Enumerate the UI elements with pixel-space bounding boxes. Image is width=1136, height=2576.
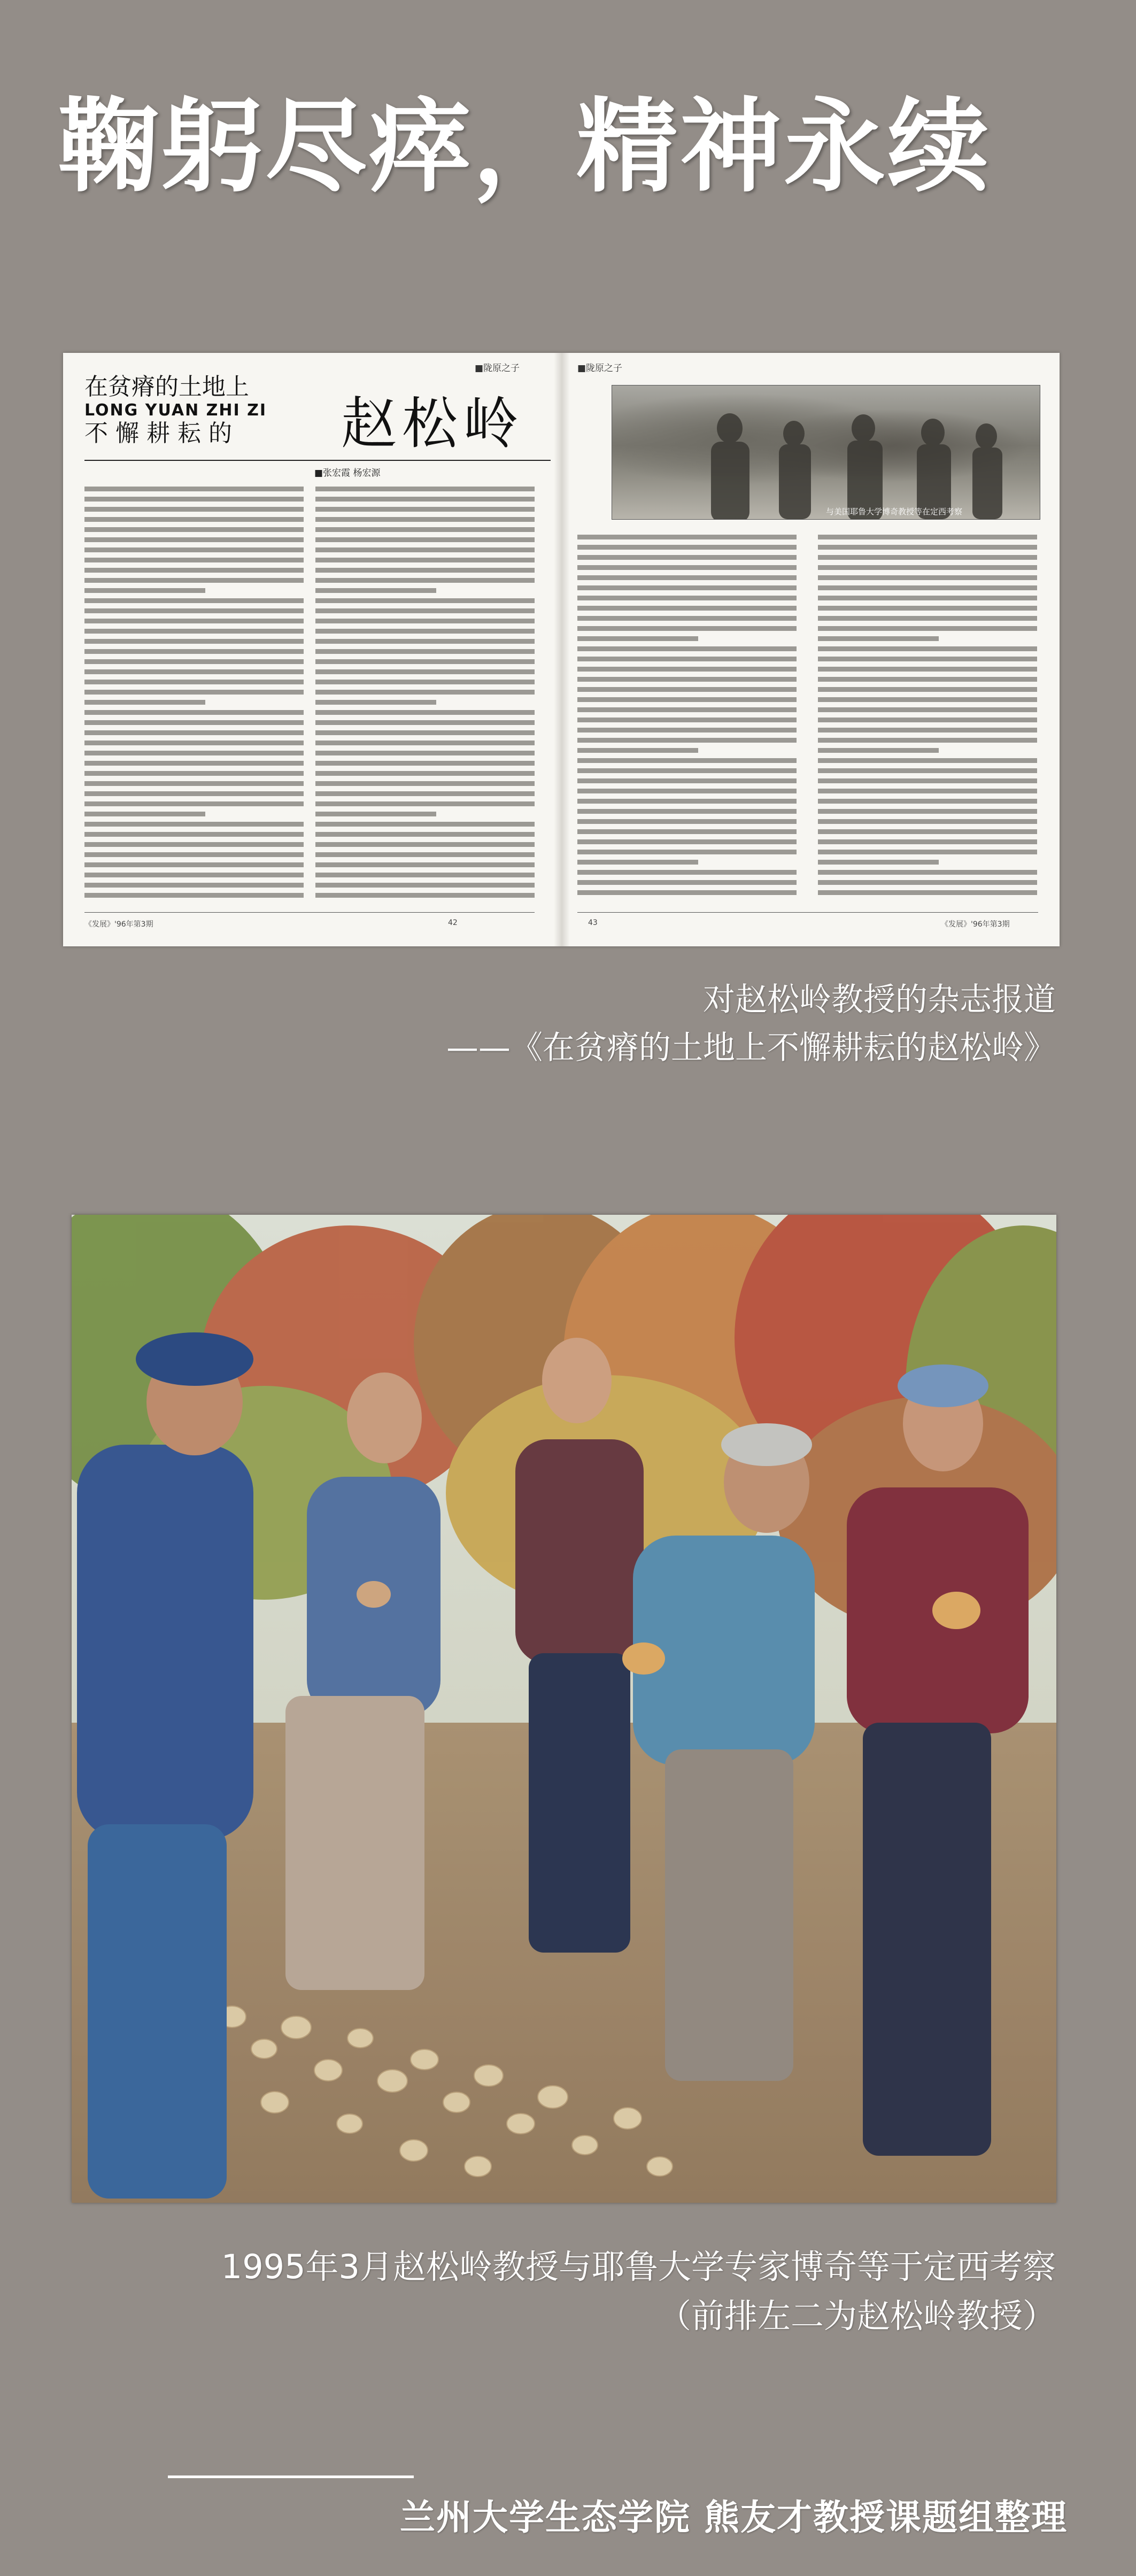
text-line bbox=[84, 497, 304, 502]
text-line bbox=[818, 789, 1037, 793]
text-line bbox=[315, 842, 535, 847]
text-line bbox=[315, 619, 535, 623]
headline-pinyin: LONG YUAN ZHI ZI bbox=[84, 401, 267, 420]
text-line bbox=[577, 646, 797, 651]
text-line bbox=[84, 873, 304, 877]
text-line bbox=[818, 799, 1037, 804]
text-line bbox=[315, 639, 535, 644]
text-line bbox=[84, 649, 304, 654]
text-line bbox=[577, 535, 797, 539]
headline-line1: 在贫瘠的土地上 bbox=[84, 373, 249, 400]
text-line bbox=[818, 839, 1037, 844]
text-line bbox=[577, 738, 797, 743]
text-line bbox=[577, 870, 797, 875]
text-line bbox=[818, 707, 1037, 712]
field-photo-illustration bbox=[72, 1215, 1056, 2203]
magazine-clipping bbox=[63, 353, 1060, 946]
text-line bbox=[84, 781, 304, 786]
text-line bbox=[84, 720, 304, 725]
text-line bbox=[315, 517, 535, 522]
text-line bbox=[577, 819, 797, 824]
text-line bbox=[315, 680, 535, 684]
text-line bbox=[818, 860, 939, 865]
text-line bbox=[315, 659, 535, 664]
text-line bbox=[315, 893, 535, 898]
text-line bbox=[818, 778, 1037, 783]
text-line bbox=[818, 677, 1037, 682]
right-footer: 《发展》'96年第3期 bbox=[941, 920, 1010, 929]
text-line bbox=[818, 626, 1037, 631]
text-line bbox=[84, 659, 304, 664]
text-line bbox=[577, 829, 797, 834]
text-line bbox=[84, 537, 304, 542]
text-line bbox=[577, 677, 797, 682]
text-line bbox=[84, 547, 304, 552]
headline-line3: 不懈耕耘的 bbox=[84, 420, 239, 448]
text-line bbox=[818, 657, 1037, 661]
text-line bbox=[818, 748, 939, 753]
text-line bbox=[315, 649, 535, 654]
text-line bbox=[84, 578, 304, 583]
text-line bbox=[818, 738, 1037, 743]
left-page-number: 42 bbox=[448, 919, 458, 927]
text-line bbox=[577, 657, 797, 661]
text-line bbox=[577, 789, 797, 793]
text-line bbox=[577, 626, 797, 631]
text-line bbox=[577, 728, 797, 732]
text-line bbox=[84, 801, 304, 806]
text-line bbox=[315, 507, 535, 512]
text-line bbox=[84, 842, 304, 847]
text-line bbox=[84, 639, 304, 644]
text-line bbox=[577, 667, 797, 672]
text-line bbox=[315, 487, 535, 491]
text-line bbox=[577, 697, 797, 702]
text-line bbox=[84, 598, 304, 603]
text-line bbox=[84, 761, 304, 766]
text-line bbox=[818, 646, 1037, 651]
text-line bbox=[84, 517, 304, 522]
byline: ■张宏霞 杨宏源 bbox=[314, 468, 381, 479]
text-line bbox=[818, 596, 1037, 600]
text-line bbox=[84, 771, 304, 776]
field-photo bbox=[72, 1215, 1056, 2203]
text-line bbox=[577, 585, 797, 590]
text-line bbox=[315, 558, 535, 562]
text-line bbox=[818, 768, 1037, 773]
text-line bbox=[818, 545, 1037, 550]
text-line bbox=[577, 707, 797, 712]
text-line bbox=[315, 598, 535, 603]
footer-rule bbox=[168, 2475, 414, 2478]
text-line bbox=[84, 680, 304, 684]
text-line bbox=[84, 862, 304, 867]
text-line bbox=[315, 771, 535, 776]
magazine-right-page bbox=[567, 353, 1060, 946]
text-line bbox=[315, 588, 436, 593]
text-line bbox=[315, 801, 535, 806]
text-line bbox=[577, 850, 797, 854]
text-line bbox=[84, 852, 304, 857]
text-line bbox=[315, 822, 535, 827]
text-line bbox=[315, 812, 436, 816]
magazine-left-page bbox=[63, 353, 556, 946]
text-line bbox=[84, 822, 304, 827]
text-line bbox=[818, 758, 1037, 763]
article-column-3 bbox=[577, 529, 797, 904]
text-line bbox=[315, 741, 535, 745]
right-page-number: 43 bbox=[588, 919, 598, 927]
text-line bbox=[577, 748, 698, 753]
text-line bbox=[315, 761, 535, 766]
magazine-headline bbox=[84, 374, 309, 454]
text-line bbox=[84, 507, 304, 512]
text-line bbox=[315, 568, 535, 573]
text-line bbox=[84, 710, 304, 715]
text-line bbox=[577, 839, 797, 844]
text-line bbox=[818, 575, 1037, 580]
text-line bbox=[577, 596, 797, 600]
text-line bbox=[818, 636, 939, 641]
text-line bbox=[315, 537, 535, 542]
text-line bbox=[577, 565, 797, 570]
text-line bbox=[315, 497, 535, 502]
text-line bbox=[315, 791, 535, 796]
text-line bbox=[818, 829, 1037, 834]
text-line bbox=[315, 608, 535, 613]
text-line bbox=[84, 730, 304, 735]
text-line bbox=[315, 629, 535, 634]
text-line bbox=[577, 809, 797, 814]
text-line bbox=[818, 728, 1037, 732]
text-line bbox=[577, 758, 797, 763]
clipping-caption-line2: ——《在贫瘠的土地上不懈耕耘的赵松岭》 bbox=[446, 1029, 1056, 1067]
text-line bbox=[84, 832, 304, 837]
text-line bbox=[818, 718, 1037, 722]
text-line bbox=[315, 710, 535, 715]
text-line bbox=[315, 547, 535, 552]
text-line bbox=[818, 697, 1037, 702]
text-line bbox=[315, 751, 535, 755]
text-line bbox=[818, 565, 1037, 570]
text-line bbox=[315, 690, 535, 695]
text-line bbox=[84, 700, 205, 705]
text-line bbox=[818, 555, 1037, 560]
text-line bbox=[84, 588, 205, 593]
text-line bbox=[818, 890, 1037, 895]
headline-name: 赵松岭 bbox=[341, 391, 524, 456]
poster-title: 鞠躬尽瘁，精神永续 bbox=[58, 88, 992, 206]
text-line bbox=[84, 791, 304, 796]
text-line bbox=[315, 730, 535, 735]
text-line bbox=[577, 890, 797, 895]
text-line bbox=[84, 487, 304, 491]
text-line bbox=[315, 862, 535, 867]
text-line bbox=[84, 883, 304, 888]
text-line bbox=[315, 669, 535, 674]
text-line bbox=[818, 870, 1037, 875]
text-line bbox=[84, 893, 304, 898]
text-line bbox=[818, 585, 1037, 590]
text-line bbox=[577, 606, 797, 611]
article-photo-caption: 与美国耶鲁大学博奇教授等在定西考察 bbox=[826, 507, 963, 516]
text-line bbox=[315, 873, 535, 877]
text-line bbox=[577, 778, 797, 783]
headline-rule bbox=[84, 460, 551, 461]
text-line bbox=[577, 799, 797, 804]
text-line bbox=[577, 636, 698, 641]
text-line bbox=[315, 883, 535, 888]
text-line bbox=[84, 608, 304, 613]
clipping-caption-line1: 对赵松岭教授的杂志报道 bbox=[703, 981, 1056, 1019]
text-line bbox=[818, 880, 1037, 885]
text-line bbox=[84, 558, 304, 562]
article-photo-figures bbox=[612, 385, 1040, 519]
text-line bbox=[315, 700, 436, 705]
text-line bbox=[818, 616, 1037, 621]
article-column-1 bbox=[84, 481, 304, 904]
text-line bbox=[315, 720, 535, 725]
credit: 兰州大学生态学院 熊友才教授课题组整理 bbox=[400, 2497, 1068, 2538]
text-line bbox=[577, 718, 797, 722]
text-line bbox=[818, 687, 1037, 692]
column-tag: ■陇原之子 bbox=[475, 363, 520, 374]
text-line bbox=[577, 687, 797, 692]
text-line bbox=[818, 535, 1037, 539]
text-line bbox=[577, 545, 797, 550]
photo-caption-line1: 1995年3月赵松岭教授与耶鲁大学专家博奇等于定西考察 bbox=[221, 2247, 1056, 2286]
text-line bbox=[577, 768, 797, 773]
text-line bbox=[84, 619, 304, 623]
text-line bbox=[315, 852, 535, 857]
text-line bbox=[84, 812, 205, 816]
text-line bbox=[315, 578, 535, 583]
text-line bbox=[577, 555, 797, 560]
text-line bbox=[84, 741, 304, 745]
text-line bbox=[818, 819, 1037, 824]
right-footer-rule bbox=[577, 912, 1038, 913]
column-tag-right: ■陇原之子 bbox=[577, 363, 623, 374]
text-line bbox=[315, 781, 535, 786]
text-line bbox=[577, 616, 797, 621]
text-line bbox=[84, 527, 304, 532]
left-footer: 《发展》'96年第3期 bbox=[84, 920, 153, 929]
article-column-4 bbox=[818, 529, 1037, 904]
text-line bbox=[577, 880, 797, 885]
text-line bbox=[84, 751, 304, 755]
text-line bbox=[315, 527, 535, 532]
article-photo bbox=[612, 385, 1040, 520]
text-line bbox=[577, 575, 797, 580]
text-line bbox=[818, 667, 1037, 672]
text-line bbox=[818, 850, 1037, 854]
text-line bbox=[84, 568, 304, 573]
left-footer-rule bbox=[84, 912, 535, 913]
text-line bbox=[84, 629, 304, 634]
photo-caption-line2: （前排左二为赵松岭教授） bbox=[658, 2296, 1056, 2335]
text-line bbox=[818, 809, 1037, 814]
text-line bbox=[84, 690, 304, 695]
text-line bbox=[577, 860, 698, 865]
text-line bbox=[84, 669, 304, 674]
text-line bbox=[818, 606, 1037, 611]
article-column-2 bbox=[315, 481, 535, 904]
text-line bbox=[315, 832, 535, 837]
